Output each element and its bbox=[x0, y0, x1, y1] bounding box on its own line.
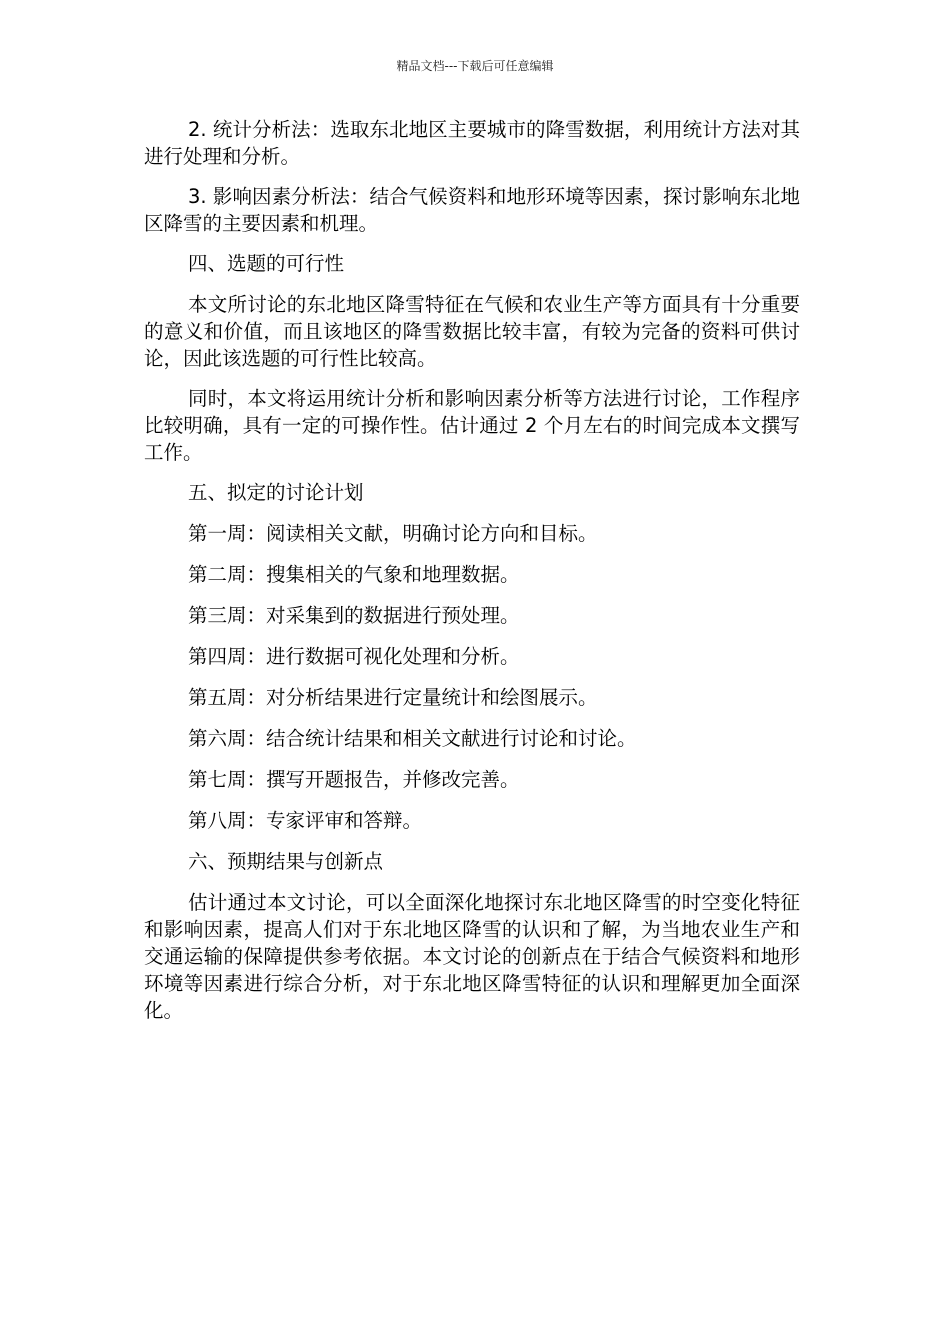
feasibility-paragraph-2: 同时，本文将运用统计分析和影响因素分析等方法进行讨论，工作程序比较明确，具有一定的可操作性。估计通过 2 个月左右的时间完成本文撰写工作。 bbox=[144, 387, 800, 464]
method-factor-analysis: 3. 影响因素分析法：结合气候资料和地形环境等因素，探讨影响东北地区降雪的主要因素和机理。 bbox=[144, 185, 800, 235]
plan-week-4: 第四周：进行数据可视化处理和分析。 bbox=[188, 645, 520, 668]
page-header: 精品文档---下载后可任意编辑 bbox=[396, 59, 554, 73]
document-body bbox=[144, 116, 800, 1037]
section-heading-results: 六、预期结果与创新点 bbox=[188, 850, 384, 873]
section-heading-feasibility: 四、选题的可行性 bbox=[188, 252, 345, 275]
plan-week-5: 第五周：对分析结果进行定量统计和绘图展示。 bbox=[188, 686, 598, 709]
results-paragraph: 估计通过本文讨论，可以全面深化地探讨东北地区降雪的时空变化特征和影响因素，提高人们对于东北地区降雪的认识和了解，为当地农业生产和交通运输的保障提供参考依据。本文讨论的创新点在于结合气候资料和地形环境等因素进行综合分析，对于东北地区降雪特征的认识和理解更加全面深化。 bbox=[144, 891, 800, 1022]
feasibility-paragraph-1: 本文所讨论的东北地区降雪特征在气候和农业生产等方面具有十分重要的意义和价值，而且该地区的降雪数据比较丰富，有较为完备的资料可供讨论，因此该选题的可行性比较高。 bbox=[144, 293, 800, 370]
plan-week-1: 第一周：阅读相关文献，明确讨论方向和目标。 bbox=[188, 522, 598, 545]
plan-week-7: 第七周：撰写开题报告，并修改完善。 bbox=[188, 768, 520, 791]
section-heading-plan: 五、拟定的讨论计划 bbox=[188, 481, 364, 504]
method-statistical-analysis: 2. 统计分析法：选取东北地区主要城市的降雪数据，利用统计方法对其进行处理和分析。 bbox=[144, 118, 800, 168]
plan-week-2: 第二周：搜集相关的气象和地理数据。 bbox=[188, 563, 520, 586]
plan-week-6: 第六周：结合统计结果和相关文献进行讨论和讨论。 bbox=[188, 727, 637, 750]
plan-week-8: 第八周：专家评审和答辩。 bbox=[188, 809, 423, 832]
plan-week-3: 第三周：对采集到的数据进行预处理。 bbox=[188, 604, 520, 627]
